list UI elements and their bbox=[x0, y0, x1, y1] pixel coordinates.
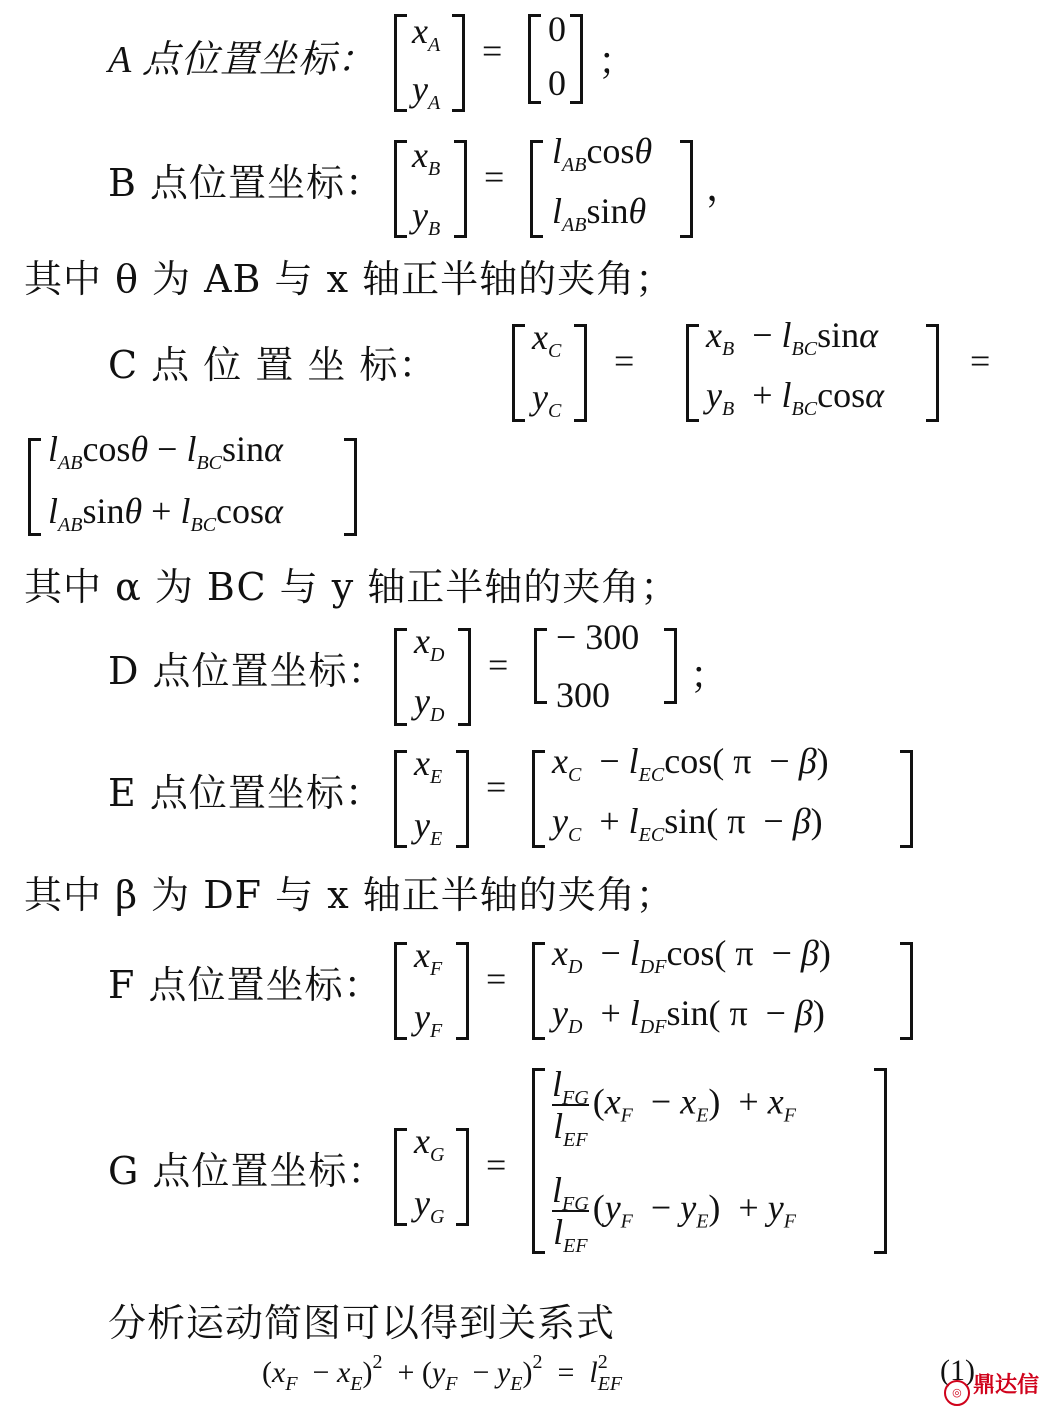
D-value-x: − 300 bbox=[556, 617, 640, 657]
var-yD: $y_D$ bbox=[414, 681, 445, 726]
bracket-right bbox=[456, 942, 469, 1040]
E-expr-y: $y_C + l_{EC}\sin$( π − β) bbox=[552, 801, 823, 846]
var-yB: $y_B$ bbox=[412, 195, 441, 240]
var-xF: $x_F$ bbox=[414, 935, 443, 980]
var-yE: $y_E$ bbox=[414, 805, 443, 850]
bracket-right bbox=[456, 750, 469, 848]
var-yF: $y_F$ bbox=[414, 997, 443, 1042]
comma: ， bbox=[706, 165, 746, 209]
equals-sign: = bbox=[486, 767, 507, 807]
label-D: D 点位置坐标： bbox=[108, 649, 387, 693]
C-expr-y: $y_B + l_{BC}\cos\alpha$ bbox=[706, 375, 884, 420]
var-xA: $x_A$ bbox=[412, 11, 441, 56]
C-expr-x: $x_B - l_{BC}\sin\alpha$ bbox=[706, 315, 879, 360]
label-A: A 点位置坐标： bbox=[108, 39, 377, 81]
var-xC: $x_C$ bbox=[532, 317, 562, 362]
bracket-left bbox=[28, 438, 41, 536]
watermark-logo: ◎ 鼎达信 bbox=[944, 1368, 1039, 1406]
bracket-left bbox=[512, 324, 525, 422]
bracket-left bbox=[686, 324, 699, 422]
A-value-y: 0 bbox=[548, 63, 566, 103]
A-value-x: 0 bbox=[548, 9, 566, 49]
var-yA: $y_A$ bbox=[412, 69, 441, 114]
bracket-right bbox=[874, 1068, 887, 1254]
bracket-right bbox=[454, 140, 467, 238]
G-expr-y: $\frac{l_{FG}}{l_{EF}}$ $(y_F - y_E) + y_F$ bbox=[552, 1170, 796, 1257]
E-expr-x: $x_C - l_{EC}\cos$( π − β) bbox=[552, 741, 829, 786]
bracket-right bbox=[926, 324, 939, 422]
equals-sign: = bbox=[486, 959, 507, 999]
label-B: B 点位置坐标： bbox=[108, 161, 385, 205]
C-result-x: $l_{AB}\cos\theta - l_{BC}\sin\alpha$ bbox=[48, 429, 283, 474]
C-result-y: $l_{AB}\sin\theta + l_{BC}\cos\alpha$ bbox=[48, 491, 283, 536]
label-G: G 点位置坐标： bbox=[108, 1149, 387, 1193]
note-theta: 其中 θ 为 AB 与 x 轴正半轴的夹角； bbox=[24, 257, 675, 301]
var-xE: $x_E$ bbox=[414, 743, 443, 788]
equals-sign: = bbox=[970, 341, 991, 381]
bracket-left bbox=[532, 750, 545, 848]
note-alpha: 其中 α 为 BC 与 y 轴正半轴的夹角； bbox=[24, 565, 680, 609]
bracket-right bbox=[574, 324, 587, 422]
B-expr-x: $l_{AB}\cos\theta$ bbox=[552, 131, 653, 176]
bracket-left bbox=[532, 942, 545, 1040]
bracket-right bbox=[456, 1128, 469, 1226]
bracket-right bbox=[458, 628, 471, 726]
note-beta: 其中 β 为 DF 与 x 轴正半轴的夹角； bbox=[24, 873, 675, 917]
var-xB: $x_B$ bbox=[412, 135, 441, 180]
logo-icon: ◎ bbox=[944, 1380, 970, 1406]
label-E: E 点位置坐标： bbox=[108, 771, 384, 815]
equation-number: (1) bbox=[940, 1354, 975, 1387]
fraction: $\frac{l_{FG}}{l_{EF}}$ bbox=[552, 1064, 589, 1151]
fraction: $\frac{l_{FG}}{l_{EF}}$ bbox=[552, 1170, 589, 1257]
bracket-left bbox=[394, 1128, 407, 1226]
bracket-left bbox=[394, 14, 407, 112]
G-expr-x: $\frac{l_{FG}}{l_{EF}}$ $(x_F - x_E) + x_F$ bbox=[552, 1064, 796, 1151]
F-expr-y: $y_D + l_{DF}\sin$( π − β) bbox=[552, 993, 825, 1038]
var-yC: $y_C$ bbox=[532, 377, 562, 422]
semicolon: ； bbox=[598, 39, 638, 83]
semicolon: ； bbox=[690, 653, 730, 697]
analysis-text: 分析运动简图可以得到关系式 bbox=[108, 1301, 616, 1345]
bracket-left bbox=[394, 750, 407, 848]
equals-sign: = bbox=[484, 157, 505, 197]
bracket-right bbox=[900, 942, 913, 1040]
bracket-right bbox=[452, 14, 465, 112]
bracket-right bbox=[570, 14, 583, 104]
equals-sign: = bbox=[482, 31, 503, 71]
label-F: F 点位置坐标： bbox=[108, 963, 383, 1007]
var-xG: $x_G$ bbox=[414, 1121, 445, 1166]
B-expr-y: $l_{AB}\sin\theta$ bbox=[552, 191, 647, 236]
bracket-right bbox=[680, 140, 693, 238]
bracket-left bbox=[394, 140, 407, 238]
equals-sign: = bbox=[488, 645, 509, 685]
bracket-left bbox=[532, 1068, 545, 1254]
equals-sign: = bbox=[614, 341, 635, 381]
var-yG: $y_G$ bbox=[414, 1183, 445, 1228]
bracket-right bbox=[344, 438, 357, 536]
bracket-left bbox=[394, 942, 407, 1040]
bracket-left bbox=[528, 14, 541, 104]
equals-sign: = bbox=[486, 1145, 507, 1185]
bracket-right bbox=[664, 628, 677, 704]
equation-1: $(x_F - x_E)^2 + (y_F - y_E)^2 = l^2_{EF}$ bbox=[262, 1351, 623, 1395]
bracket-left bbox=[394, 628, 407, 726]
F-expr-x: $x_D - l_{DF}\cos$( π − β) bbox=[552, 933, 831, 978]
bracket-left bbox=[530, 140, 543, 238]
bracket-right bbox=[900, 750, 913, 848]
bracket-left bbox=[534, 628, 547, 704]
var-xD: $x_D$ bbox=[414, 621, 445, 666]
D-value-y: 300 bbox=[556, 675, 610, 715]
label-C: C 点 位 置 坐 标： bbox=[108, 343, 438, 387]
